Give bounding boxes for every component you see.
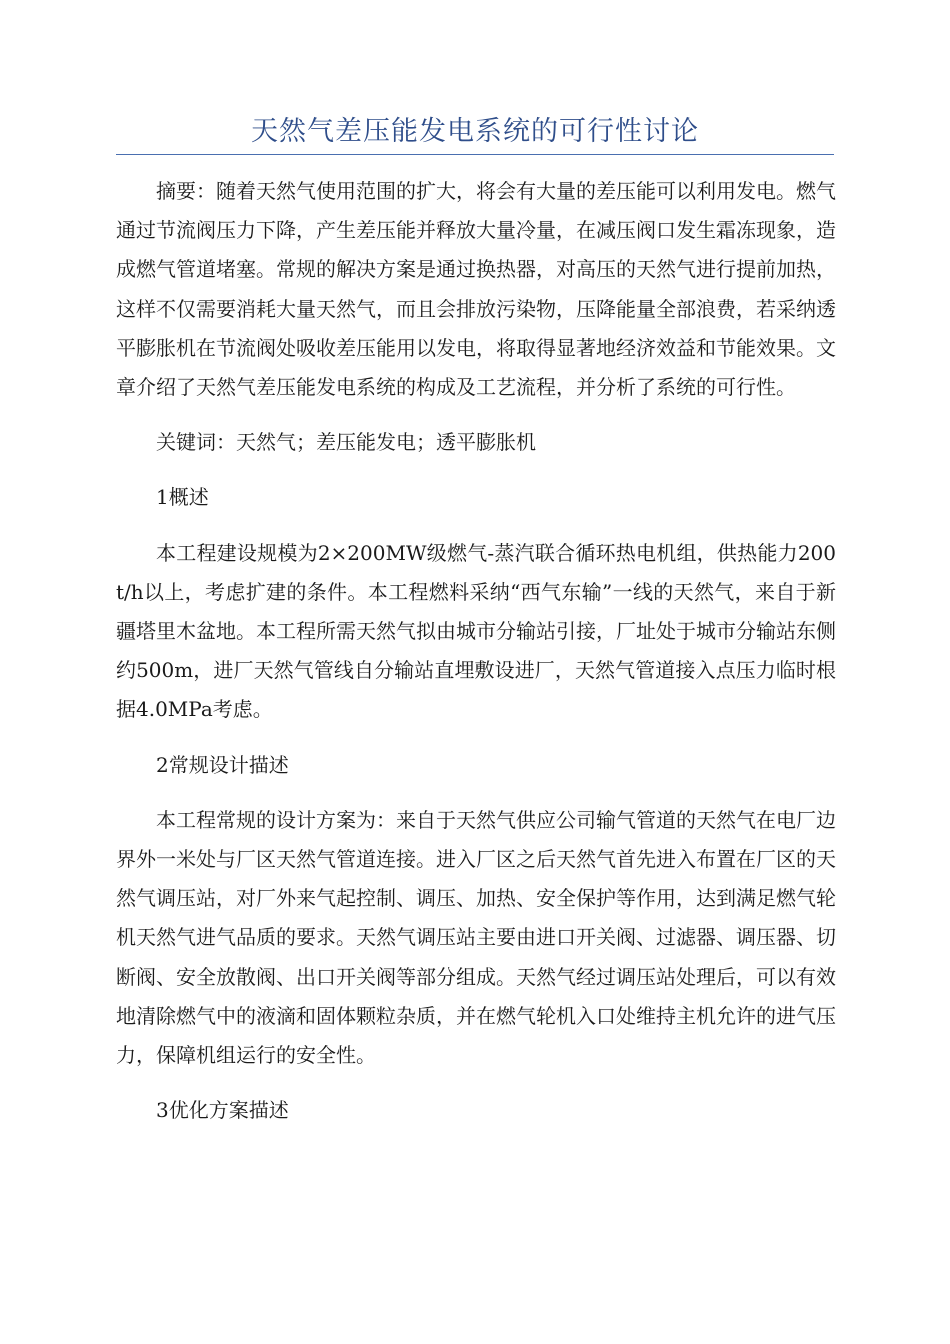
abstract-paragraph: 摘要：随着天然气使用范围的扩大，将会有大量的差压能可以利用发电。燃气通过节流阀压力下降，产生差压能并释放大量冷量，在减压阀口发生霜冻现象，造成燃气管道堵塞。常规的解决方案是通过换热器，对高压的天然气进行提前加热，这样不仅需要消耗大量天然气，而且会排放污染物，压降能量全部浪费，若采纳透平膨胀机在节流阀处吸收差压能用以发电，将取得显著地经济效益和节能效果。文章介绍了天然气差压能发电系统的构成及工艺流程，并分析了系统的可行性。 [116, 179, 836, 400]
title-underline [116, 154, 834, 155]
document-body [116, 172, 836, 1146]
conventional-design-paragraph: 本工程常规的设计方案为：来自于天然气供应公司输气管道的天然气在电厂边界外一米处与厂区天然气管道连接。进入厂区之后天然气首先进入布置在厂区的天然气调压站，对厂外来气起控制、调压、加热、安全保护等作用，达到满足燃气轮机天然气进气品质的要求。天然气调压站主要由进口开关阀、过滤器、调压器、切断阀、安全放散阀、出口开关阀等部分组成。天然气经过调压站处理后，可以有效地清除燃气中的液滴和固体颗粒杂质，并在燃气轮机入口处维持主机允许的进气压力，保障机组运行的安全性。 [116, 807, 836, 1068]
overview-paragraph: 本工程建设规模为2×200MW级燃气-蒸汽联合循环热电机组，供热能力200t/h以上，考虑扩建的条件。本工程燃料采纳“西气东输”一线的天然气，来自于新疆塔里木盆地。本工程所需天然气拟由城市分输站引接，厂址处于城市分输站东侧约500m，进厂天然气管线自分输站直埋敷设进厂，天然气管道接入点压力临时根据4.0MPa考虑。 [116, 540, 836, 722]
section-heading-conventional-design: 2常规设计描述 [156, 752, 289, 777]
section-heading-overview: 1概述 [156, 485, 209, 510]
document-title: 天然气差压能发电系统的可行性讨论 [251, 116, 699, 147]
section-heading-optimization: 3优化方案描述 [156, 1098, 289, 1123]
title-block [116, 110, 834, 155]
keywords-paragraph: 关键词：天然气；差压能发电；透平膨胀机 [156, 430, 536, 455]
